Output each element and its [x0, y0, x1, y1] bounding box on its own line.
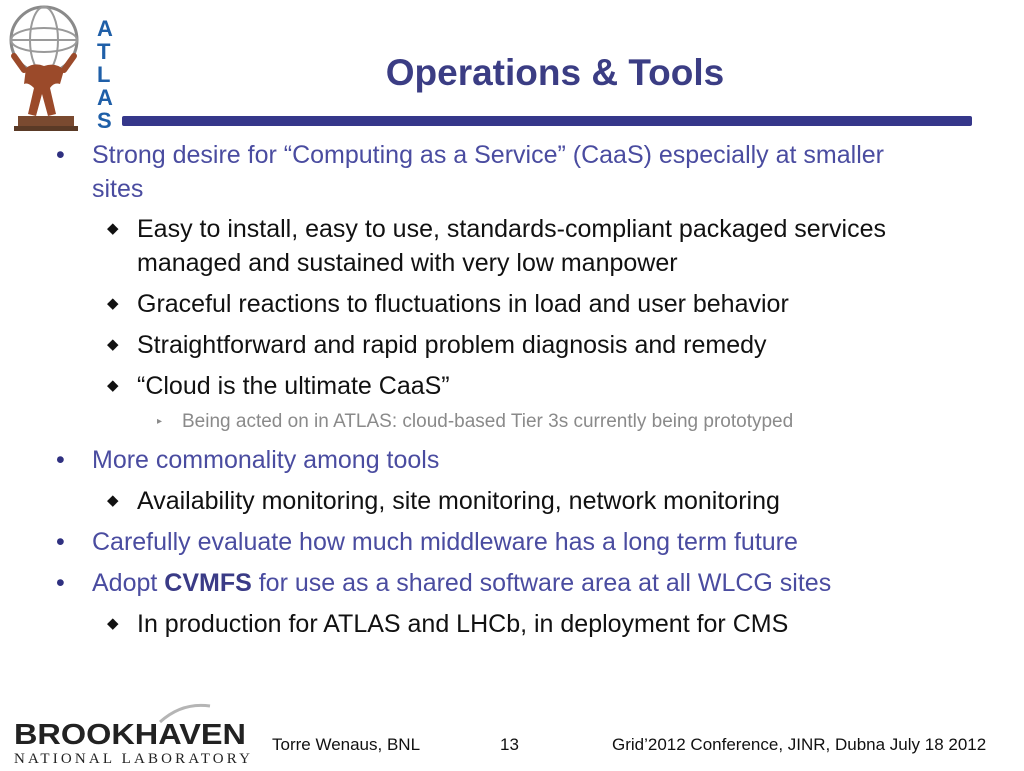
bullet-text: Being acted on in ATLAS: cloud-based Tier 3s currently being prototyped — [182, 411, 794, 432]
bullet-level3 — [157, 409, 942, 435]
logo-letter: A — [97, 85, 113, 110]
bullet-text-prefix: Adopt — [92, 569, 165, 597]
bullet-text: Availability monitoring, site monitoring, network monitoring — [137, 487, 780, 515]
bullet-level1 — [56, 525, 912, 559]
diamond-bullet-icon: ◆ — [107, 220, 119, 237]
logo-letter: L — [97, 62, 111, 87]
bnl-logo-top: BROOKHAVEN — [14, 719, 246, 751]
dot-bullet-icon: • — [56, 528, 65, 556]
bullet-text: Graceful reactions to fluctuations in load and user behavior — [137, 290, 789, 318]
bullet-level2 — [107, 484, 917, 518]
triangle-bullet-icon: ▸ — [157, 416, 163, 427]
dot-bullet-icon: • — [56, 569, 65, 597]
bullet-text: Carefully evaluate how much middleware has a long term future — [92, 528, 798, 556]
bullet-text-suffix: for use as a shared software area at all WLCG sites — [251, 569, 832, 597]
bullet-level1 — [56, 566, 912, 600]
bnl-logo-bottom: NATIONAL LABORATORY — [14, 751, 250, 766]
brookhaven-logo-icon — [10, 700, 260, 766]
logo-letter: A — [97, 16, 113, 41]
bullet-text-bold: CVMFS — [164, 569, 252, 597]
bullet-level2 — [107, 369, 917, 403]
footer-conference: Grid’2012 Conference, JINR, Dubna July 18 2012 — [612, 735, 987, 754]
dot-bullet-icon: • — [56, 141, 65, 169]
dot-bullet-icon: • — [56, 446, 65, 474]
footer-page-number: 13 — [500, 735, 519, 754]
logo-letter: S — [97, 108, 112, 132]
diamond-bullet-icon: ◆ — [107, 492, 119, 509]
bullet-text: In production for ATLAS and LHCb, in deployment for CMS — [137, 610, 789, 638]
footer-author: Torre Wenaus, BNL — [272, 735, 421, 754]
bullet-text: Strong desire for “Computing as a Service” (CaaS) especially at smaller sites — [92, 141, 884, 203]
bullet-level2 — [107, 212, 917, 280]
slide-title: Operations & Tools — [385, 52, 725, 93]
bullet-level1 — [56, 138, 912, 206]
bullet-level2 — [107, 287, 917, 321]
bullet-text: Easy to install, easy to use, standards-compliant packaged services managed and sustained with very low manpower — [137, 215, 886, 277]
bullet-text: More commonality among tools — [92, 446, 440, 474]
diamond-bullet-icon: ◆ — [107, 336, 119, 353]
diamond-bullet-icon: ◆ — [107, 615, 119, 632]
bullet-level1 — [56, 443, 912, 477]
logo-letter: T — [97, 39, 111, 64]
diamond-bullet-icon: ◆ — [107, 377, 119, 394]
bullet-text: “Cloud is the ultimate CaaS” — [137, 372, 450, 400]
diamond-bullet-icon: ◆ — [107, 295, 119, 312]
bullet-level2 — [107, 328, 917, 362]
bullet-level2 — [107, 607, 917, 641]
bullet-text: Straightforward and rapid problem diagnosis and remedy — [137, 331, 767, 359]
